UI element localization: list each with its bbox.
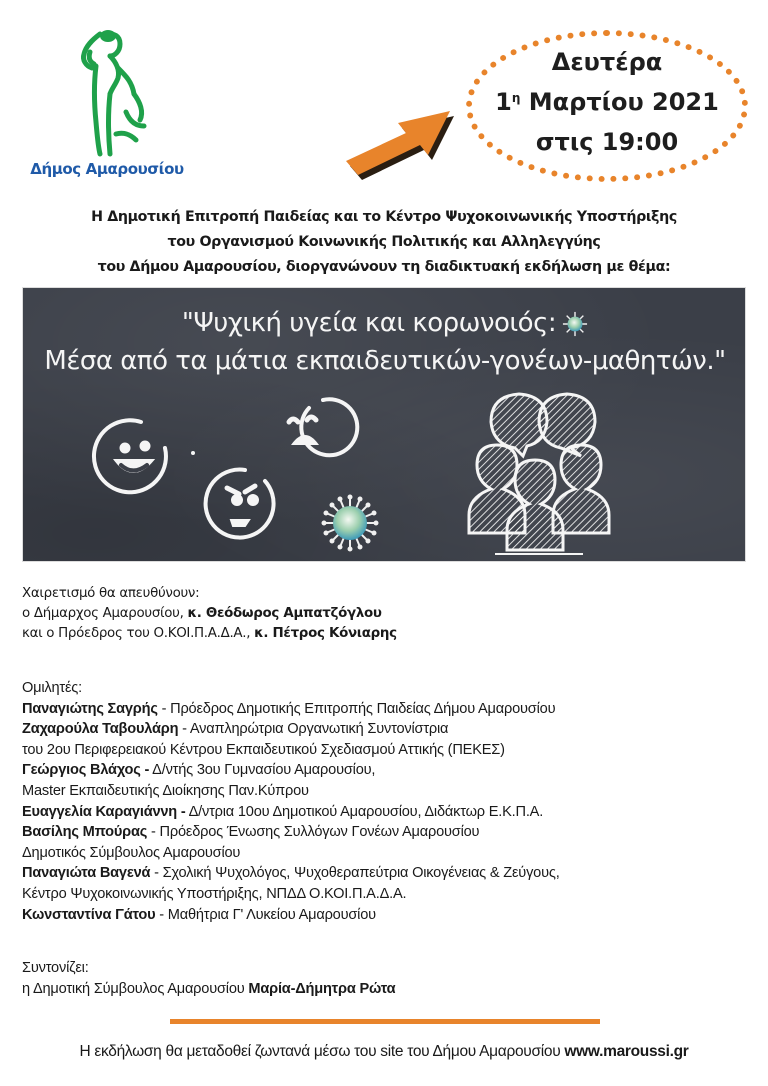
title-line-2: Μέσα από τα μάτια εκπαιδευτικών-γονέων-μαθητών." <box>44 346 726 376</box>
happy-face-icon <box>94 420 195 492</box>
speaker-item <box>22 863 560 884</box>
date-number: 1 <box>495 88 512 116</box>
speaker-name: Παναγιώτα Βαγενά <box>22 865 151 882</box>
greetings-section <box>22 584 397 644</box>
speaker-role-continued: Κέντρο Ψυχοκοινωνικής Υποστήριξης, ΝΠΔΔ Ο.ΚΟΙ.Π.Α.Δ.Α. <box>22 885 407 902</box>
speaker-name: Ζαχαρούλα Ταβουλάρη <box>22 721 179 738</box>
angry-face-icon <box>206 470 274 538</box>
sad-face-icon <box>289 399 357 455</box>
speaker-item <box>22 719 560 740</box>
speaker-item <box>22 822 560 843</box>
speaker-role: - Πρόεδρος Ένωσης Συλλόγων Γονέων Αμαρουσίου <box>147 824 480 841</box>
speaker-role: - Αναπληρώτρια Οργανωτική Συντονίστρια <box>178 721 449 738</box>
speakers-section <box>22 678 560 925</box>
moderator-section <box>22 958 395 999</box>
event-topic-title <box>23 304 746 380</box>
orange-divider <box>170 1019 600 1024</box>
event-time: στις 19:00 <box>535 128 679 156</box>
footer-text: Η εκδήλωση θα μεταδοθεί ζωντανά μέσω του site του Δήμου Αμαρουσίου <box>79 1043 565 1060</box>
title-line-1: "Ψυχική υγεία και κορωνοιός: <box>181 308 557 338</box>
greeting-role: και ο Πρόεδρος του Ο.ΚΟΙ.Π.Α.Δ.Α., <box>22 626 255 641</box>
municipality-logo <box>22 22 192 187</box>
municipality-name: Δήμος Αμαρουσίου <box>30 160 184 178</box>
chalkboard-banner <box>22 287 746 562</box>
moderator-heading: Συντονίζει: <box>22 960 89 976</box>
greeting-name: κ. Πέτρος Κόνιαρης <box>254 626 397 641</box>
orange-arrow-icon <box>340 105 460 180</box>
speaker-name: Βασίλης Μπούρας <box>22 824 148 841</box>
people-talking-icon <box>469 394 609 554</box>
speakers-heading: Ομιλητές: <box>22 680 82 696</box>
speaker-role: - Πρόεδρος Δημοτικής Επιτροπής Παιδείας Δήμου Αμαρουσίου <box>157 700 556 717</box>
speaker-name: Ευαγγελία Καραγιάννη - <box>22 803 186 820</box>
speaker-item <box>22 699 560 720</box>
intro-line: Η Δημοτική Επιτροπή Παιδείας και το Κέντρο Ψυχοκοινωνικής Υποστήριξης <box>91 209 677 225</box>
intro-text <box>0 205 768 280</box>
greetings-heading: Χαιρετισμό θα απευθύνουν: <box>22 586 200 601</box>
speaker-role-continued: του 2ου Περιφερειακού Κέντρου Εκπαιδευτικού Σχεδιασμού Αττικής (ΠΕΚΕΣ) <box>22 741 505 758</box>
speaker-item <box>22 760 560 781</box>
virus-icon <box>322 495 379 552</box>
speaker-name: Γεώργιος Βλάχος - <box>22 762 150 779</box>
speaker-role: Δ/ντρια 10ου Δημοτικού Αμαρουσίου, Διδάκτωρ Ε.Κ.Π.Α. <box>185 803 544 820</box>
moderator-role: η Δημοτική Σύμβουλος Αμαρουσίου <box>22 980 249 997</box>
intro-line: του Δήμου Αμαρουσίου, διοργανώνουν τη διαδικτυακή εκδήλωση με θέμα: <box>97 259 671 275</box>
greeting-line <box>22 604 397 624</box>
speaker-name: Κωνσταντίνα Γάτου <box>22 906 156 923</box>
speaker-item <box>22 802 560 823</box>
greeting-line <box>22 624 397 644</box>
speaker-role: - Μαθήτρια Γ' Λυκείου Αμαρουσίου <box>155 906 376 923</box>
virus-icon <box>562 311 588 337</box>
moderator-line <box>22 979 395 1000</box>
website-link[interactable]: www.maroussi.gr <box>564 1043 689 1060</box>
speaker-role: Δ/ντής 3ου Γυμνασίου Αμαρουσίου, <box>149 762 376 779</box>
date-month-year: Μαρτίου 2021 <box>528 88 719 116</box>
greeting-name: κ. Θεόδωρος Αμπατζόγλου <box>187 606 382 621</box>
speaker-item <box>22 905 560 926</box>
event-date-block <box>466 42 748 162</box>
speaker-role: - Σχολική Ψυχολόγος, Ψυχοθεραπεύτρια Οικογένειας & Ζεύγους, <box>150 865 560 882</box>
intro-line: του Οργανισμού Κοινωνικής Πολιτικής και Αλληλεγγύης <box>167 234 601 250</box>
goddess-figure-logo-icon <box>60 22 160 157</box>
speaker-role-continued: Δημοτικός Σύμβουλος Αμαρουσίου <box>22 844 241 861</box>
greeting-role: ο Δήμαρχος Αμαρουσίου, <box>22 606 188 621</box>
speaker-name: Παναγιώτης Σαγρής <box>22 700 158 717</box>
moderator-name: Μαρία-Δήμητρα Ρώτα <box>248 980 396 997</box>
event-date <box>466 82 748 122</box>
event-day: Δευτέρα <box>551 48 663 76</box>
speaker-role-continued: Master Εκπαιδευτικής Διοίκησης Παν.Κύπρου <box>22 782 309 799</box>
footer-broadcast-note <box>0 1043 768 1061</box>
date-suffix: η <box>511 91 521 105</box>
